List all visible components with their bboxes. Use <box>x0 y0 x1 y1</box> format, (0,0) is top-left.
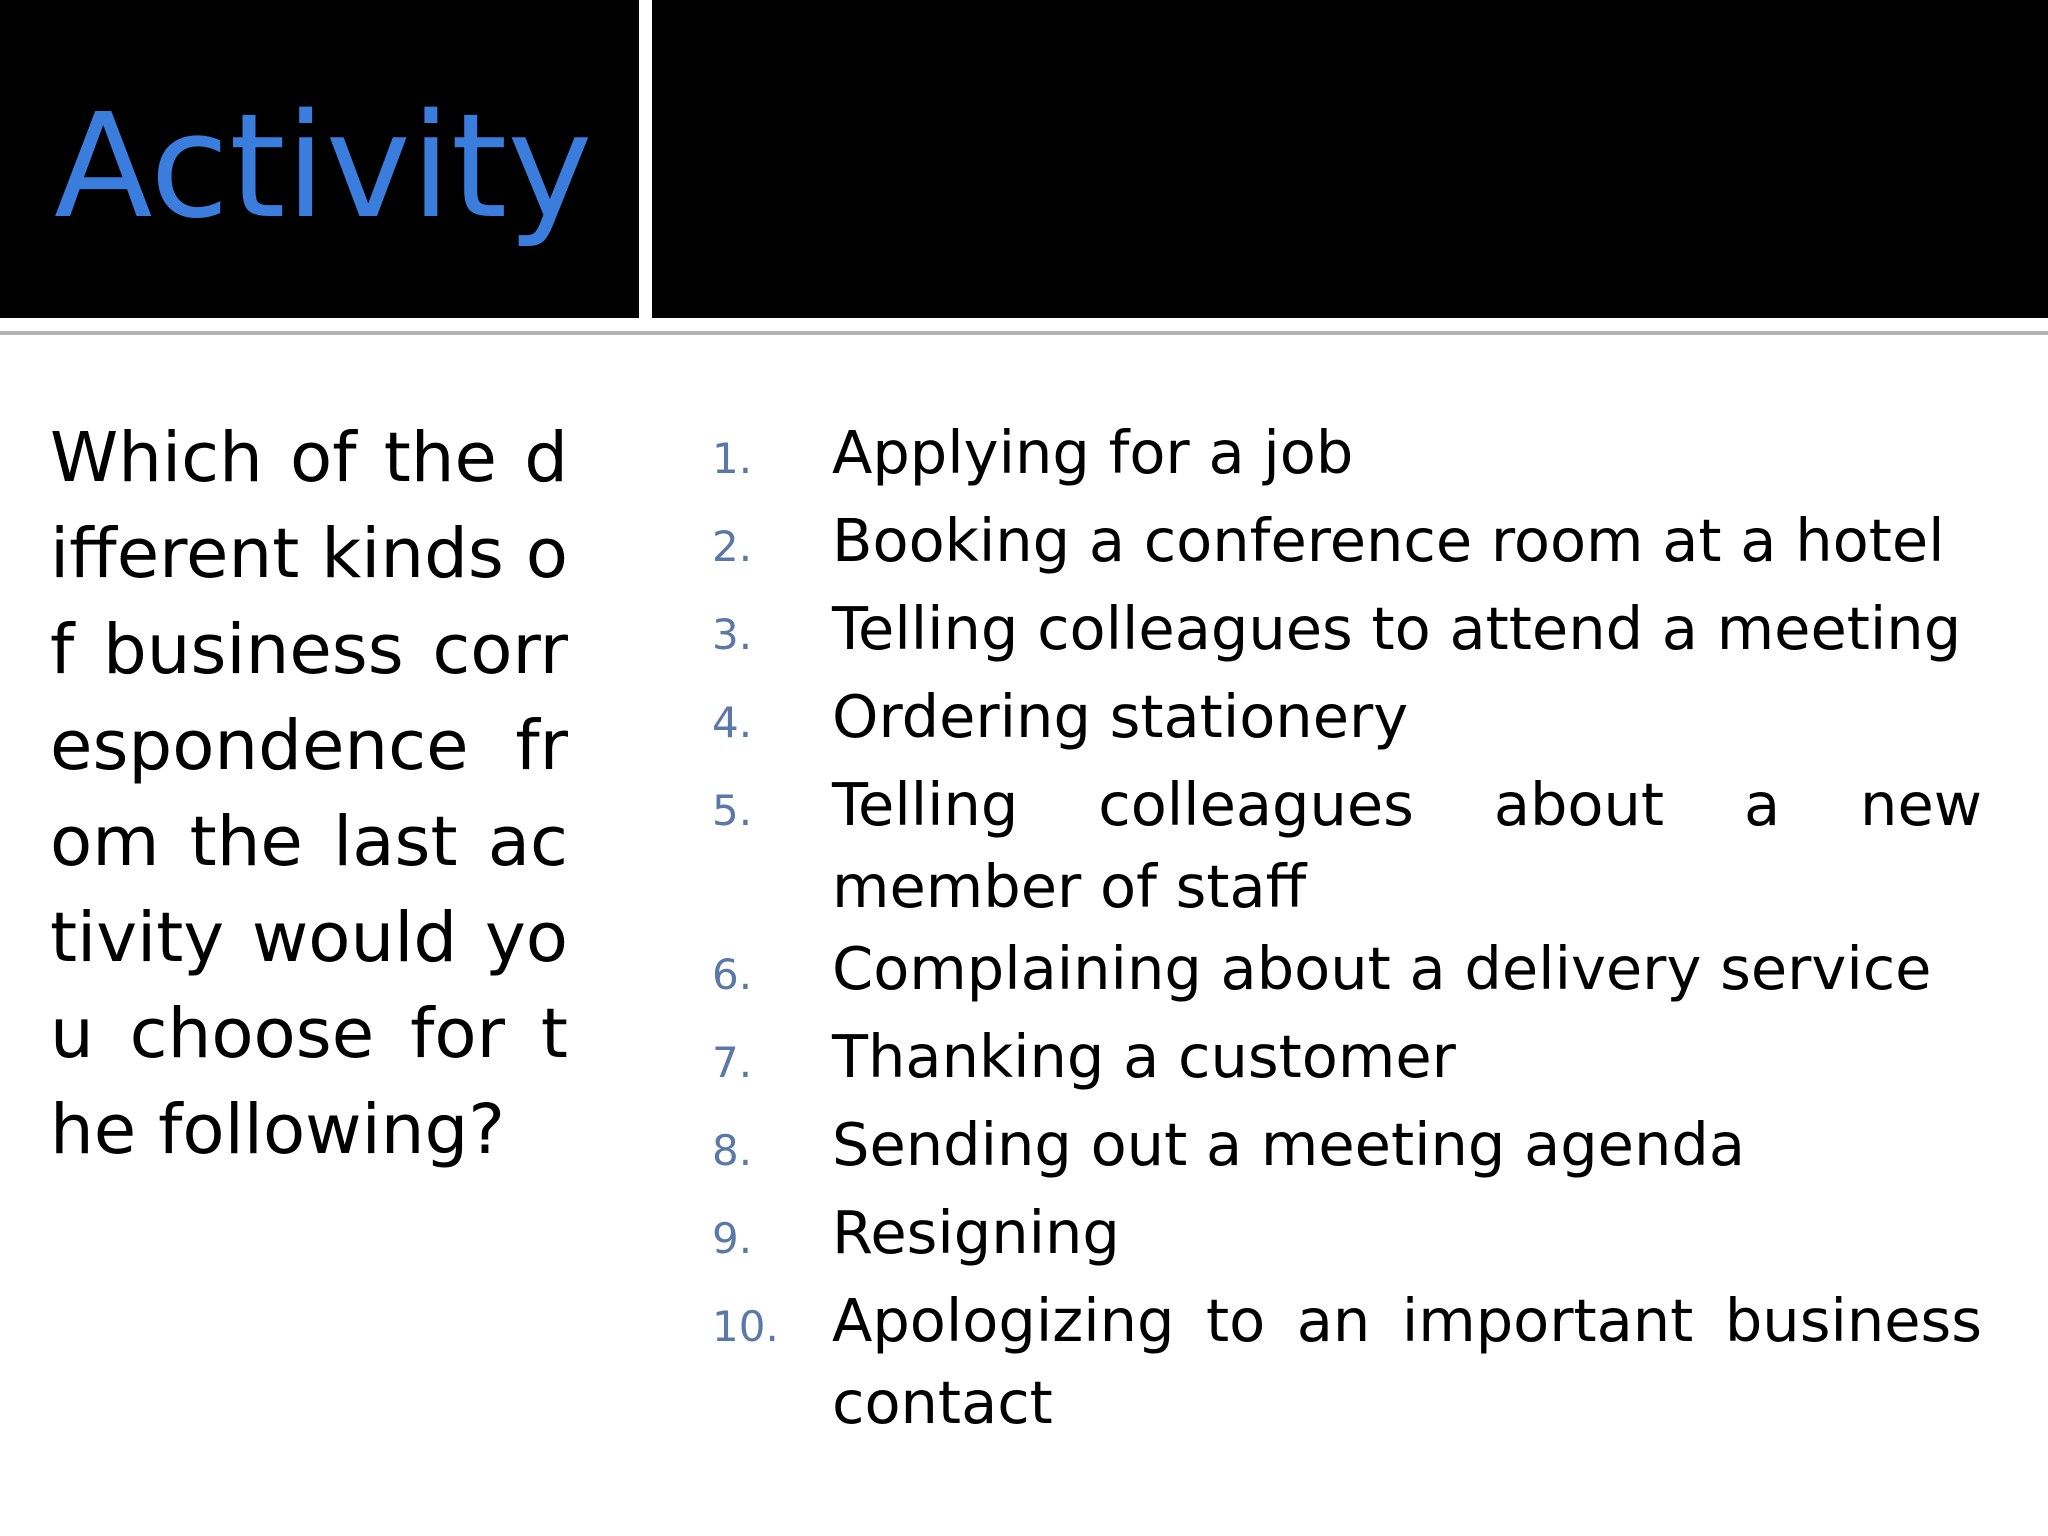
list-item <box>712 676 1982 764</box>
list-item-number: 2. <box>712 522 753 571</box>
list-item-text: Sending out a meeting agenda <box>832 1110 1745 1179</box>
list-item-text: Telling colleagues about a new member of staff <box>832 770 1982 921</box>
list-item <box>712 500 1982 588</box>
list-item <box>712 1104 1982 1192</box>
list-item <box>712 588 1982 676</box>
slide-title: Activity <box>54 82 593 250</box>
list-item <box>712 1280 1982 1444</box>
list-item-number: 9. <box>712 1214 753 1263</box>
list-item-text: Thanking a customer <box>832 1022 1456 1091</box>
list-item-number: 7. <box>712 1038 753 1087</box>
list-item-text: Applying for a job <box>832 418 1354 487</box>
question-text: Which of the different kinds of business correspondence from the last activity would you choose for the following? <box>50 418 568 1170</box>
list-item-number: 6. <box>712 950 753 999</box>
list-item-number: 3. <box>712 610 753 659</box>
list-item <box>712 764 1982 928</box>
list-item-number: 10. <box>712 1302 779 1351</box>
list-item-text: Ordering stationery <box>832 682 1409 751</box>
list-item-text: Apologizing to an important business contact <box>832 1286 1982 1437</box>
list-item-text: Complaining about a delivery service <box>832 934 1932 1003</box>
header-divider <box>0 331 2048 335</box>
list-item-number: 4. <box>712 698 753 747</box>
list-item-text: Resigning <box>832 1198 1120 1267</box>
list-item <box>712 1016 1982 1104</box>
list-item-text: Booking a conference room at a hotel <box>832 506 1945 575</box>
item-list <box>712 412 1982 1444</box>
list-item-number: 8. <box>712 1126 753 1175</box>
list-item <box>712 412 1982 500</box>
list-item <box>712 928 1982 1016</box>
header-right-panel <box>652 0 2048 318</box>
list-item <box>712 1192 1982 1280</box>
list-item-text: Telling colleagues to attend a meeting <box>832 594 1962 663</box>
list-item-number: 5. <box>712 786 753 835</box>
list-item-number: 1. <box>712 434 753 483</box>
